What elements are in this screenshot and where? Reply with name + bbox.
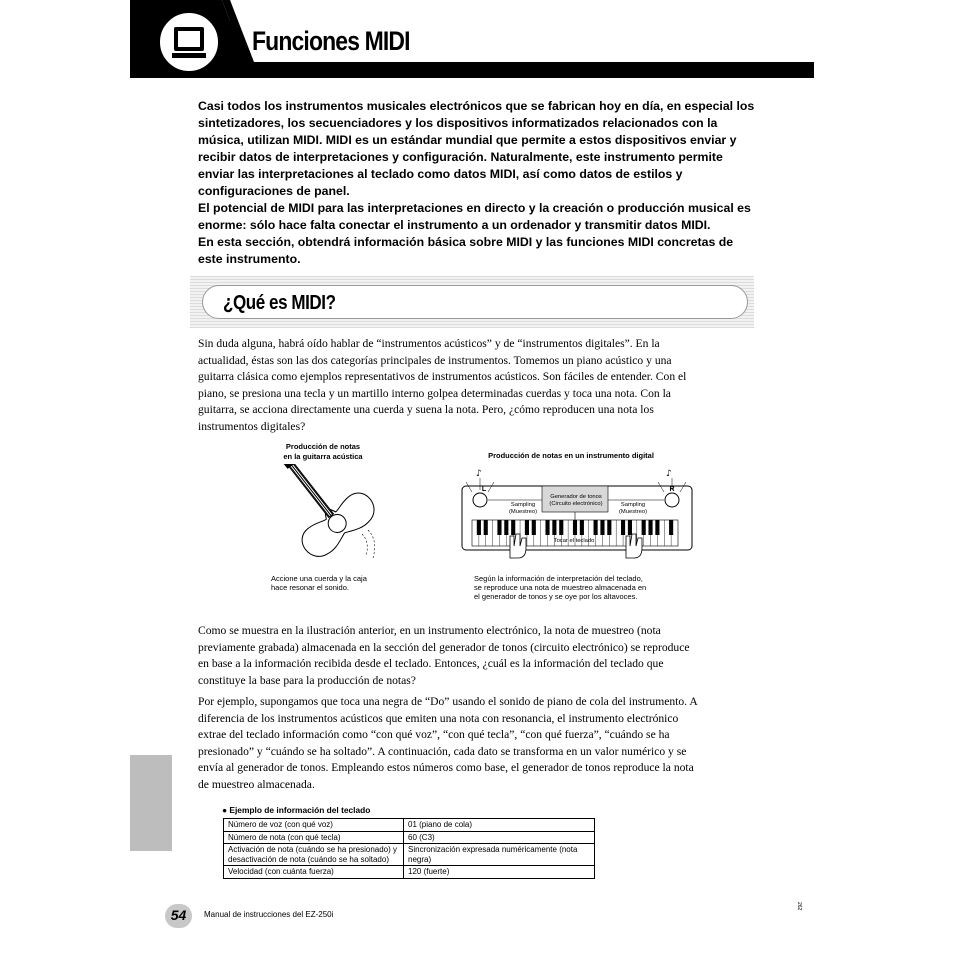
footer-manual-title: Manual de instrucciones del EZ-250i: [204, 910, 334, 919]
black-key: [525, 520, 529, 535]
table-cell: Velocidad (con cuánta fuerza): [224, 866, 404, 879]
table-cell: 60 (C3): [404, 831, 595, 844]
body-paragraph-3: Por ejemplo, supongamos que toca una negra de “Do” usando el sonido de piano de cola del instrumento. A diferencia de los instrumentos acústicos que emiten una nota con resonancia, el instrumento electrónico extrae del teclado información como “con qué voz”, “con qué tecla”, “con qué fuerza”, “cuándo se ha presionado” y “cuándo se ha soltado”. A continuación, cada dato se transforma en un valor numérico y se envía al generador de tonos. Empleando estos números como base, el generador de tonos reproduce la nota de muestreo almacenada.: [198, 695, 698, 791]
intro-paragraph-3: En esta sección, obtendrá información básica sobre MIDI y las funciones MIDI concretas de este instrumento.: [198, 235, 734, 266]
section-title: ¿Qué es MIDI?: [223, 292, 336, 314]
page-title: Funciones MIDI: [252, 26, 410, 56]
svg-text:♪: ♪: [476, 469, 482, 479]
black-key: [559, 520, 563, 535]
acoustic-guitar-illustration: [270, 464, 390, 574]
table-cell: 120 (fuerte): [404, 866, 595, 879]
black-key: [600, 520, 604, 535]
guitar-note: Accione una cuerda y la caja hace resonar el sonido.: [271, 574, 367, 592]
table-row: [224, 844, 595, 866]
black-key: [607, 520, 611, 535]
black-key: [552, 520, 556, 535]
black-key: [655, 520, 659, 535]
black-key: [594, 520, 598, 535]
digital-note: Según la información de interpretación del teclado, se reproduce una nota de muestreo almacenada en el generador de tonos y se oye por los altavoces.: [474, 574, 647, 601]
table-cell: Sincronización expresada numéricamente (nota negra): [404, 844, 595, 866]
bullet-icon: ●: [222, 805, 228, 815]
black-key: [648, 520, 652, 535]
side-tab: [130, 755, 172, 851]
table-cell: Activación de nota (cuándo se ha presionado) y desactivación de nota (cuándo se ha soltado): [224, 844, 404, 866]
digital-caption: Producción de notas en un instrumento digital: [488, 451, 654, 460]
black-key: [545, 520, 549, 535]
section-pill: [202, 285, 748, 319]
black-key: [497, 520, 501, 535]
sampling-label-left: Sampling (Muestreo): [508, 502, 538, 515]
black-key: [628, 520, 632, 535]
intro-paragraph-2: El potencial de MIDI para las interpretaciones en directo y la creación o producción musical es enorme: sólo hace falta conectar el instrumento a un ordenador y transmitir datos MIDI.: [198, 201, 751, 232]
black-key: [573, 520, 577, 535]
speaker-right-label: R: [669, 486, 675, 493]
black-key: [642, 520, 646, 535]
tone-generator-label: Generador de tonos (Circuito electrónico): [549, 494, 603, 507]
table-heading: [222, 805, 370, 815]
page-number: 54: [170, 907, 187, 923]
table-row: [224, 831, 595, 844]
section-banner: [190, 276, 754, 328]
guitar-caption: Producción de notas en la guitarra acústica: [283, 442, 363, 461]
table-cell: 01 (piano de cola): [404, 819, 595, 832]
body-paragraph-1: Sin duda alguna, habrá oído hablar de “instrumentos acústicos” y de “instrumentos digitales”. En la actualidad, éstas son las dos categorías principales de instrumentos. Tomemos un piano acústico y una guitarra clásica como ejemplos representativos de instrumentos acústicos. Son fáciles de entender. Con el piano, se presiona una tecla y un martillo interno golpea determinadas cuerdas y toca una nota. Con la guitarra, se acciona directamente una cuerda y suena la nota. Pero, ¿cómo reproducen una nota los instrumentos digitales?: [198, 337, 687, 433]
digital-keyboard-illustration: [458, 466, 698, 576]
black-key: [511, 520, 515, 535]
computer-monitor-icon: [157, 10, 221, 74]
table-cell: Número de voz (con qué voz): [224, 819, 404, 832]
speaker-left-label: L: [481, 486, 487, 493]
table-heading-text: Ejemplo de información del teclado: [229, 805, 371, 815]
table-cell: Número de nota (con qué tecla): [224, 831, 404, 844]
svg-text:♪: ♪: [666, 469, 672, 479]
black-key: [580, 520, 584, 535]
black-key: [504, 520, 508, 535]
play-keyboard-label: Tocar el teclado: [553, 538, 595, 544]
midi-illustration: [250, 438, 710, 613]
intro-text: [198, 98, 758, 268]
black-key: [484, 520, 488, 535]
black-key: [621, 520, 625, 535]
keyboard-info-table: [223, 818, 595, 879]
header-decoration: [130, 0, 814, 78]
black-key: [477, 520, 481, 535]
table-row: [224, 866, 595, 879]
black-key: [532, 520, 536, 535]
intro-paragraph-1: Casi todos los instrumentos musicales electrónicos que se fabrican hoy en día, en especial los sintetizadores, los secuenciadores y los dispositivos informatizados relacionados con la música, utilizan MIDI. MIDI es un estándar mundial que permite a estos dispositivos enviar y recibir datos de interpretaciones y configuración. Naturalmente, este instrumento permite enviar las interpretaciones al teclado como datos MIDI, así como datos de estilos y configuraciones de panel.: [198, 99, 755, 198]
black-key: [669, 520, 673, 535]
body-paragraph-2: Como se muestra en la ilustración anterior, en un instrumento electrónico, la nota de muestreo (nota previamente grabada) almacenada en la sección del generador de tonos (circuito electrónico) se reproduce en base a la información recibida desde el teclado. Entonces, ¿cuál es la información del teclado que constituye la base para la producción de notas?: [198, 624, 690, 687]
table-row: [224, 819, 595, 832]
corner-code: 262: [796, 902, 802, 911]
header-bar: [130, 0, 814, 78]
sampling-label-right: Sampling (Muestreo): [618, 502, 648, 515]
